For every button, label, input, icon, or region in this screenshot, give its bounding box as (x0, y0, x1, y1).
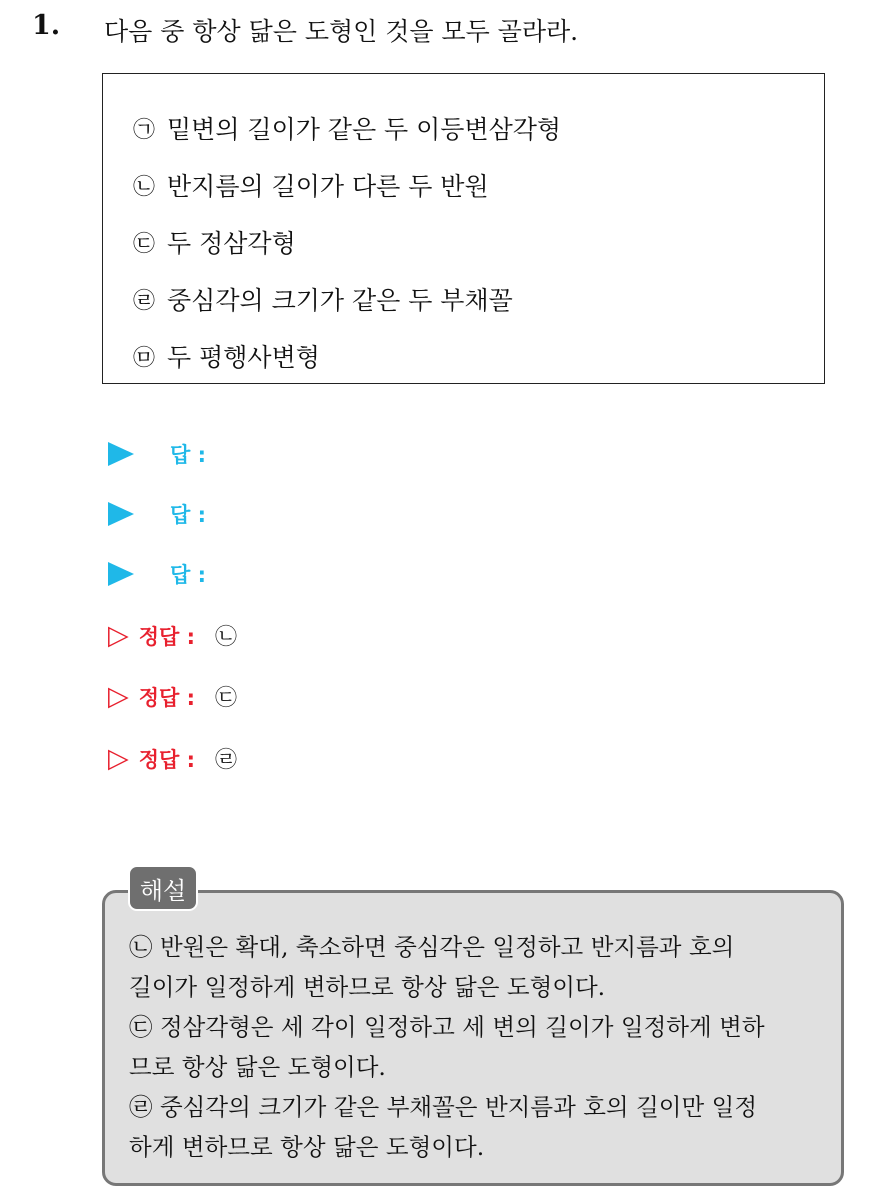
choice-4 (133, 281, 513, 317)
explanation-text (129, 927, 829, 1167)
correct-answer-value: ㉡ (215, 625, 238, 650)
correct-answer-row (108, 743, 237, 774)
triangle-outline-icon: ▷ (108, 681, 129, 712)
play-icon (108, 442, 134, 466)
choice-3 (133, 224, 296, 260)
choice-5 (133, 338, 320, 374)
choice-mark: ㉣ (133, 288, 156, 314)
answer-label: 답 : (170, 443, 206, 467)
choice-1 (133, 110, 561, 146)
explanation-line: 길이가 일정하게 변하므로 항상 닮은 도형이다. (129, 973, 606, 1001)
explanation-line: ㉣ 중심각의 크기가 같은 부채꼴은 반지름과 호의 길이만 일정 (129, 1093, 758, 1121)
answer-label: 답 : (170, 503, 206, 527)
explanation-line: ㉢ 정삼각형은 세 각이 일정하고 세 변의 길이가 일정하게 변하 (129, 1013, 765, 1041)
choice-mark: ㉤ (133, 345, 156, 371)
triangle-outline-icon: ▷ (108, 620, 129, 651)
choice-text: 반지름의 길이가 다른 두 반원 (167, 172, 489, 201)
choice-mark: ㉠ (133, 117, 156, 143)
play-icon (108, 502, 134, 526)
answer-blank-row (108, 439, 206, 469)
correct-answer-label: 정답 : (138, 624, 196, 649)
answer-label: 답 : (170, 563, 206, 587)
choices-box (102, 73, 825, 384)
explanation-tag: 해설 (128, 865, 198, 911)
explanation-line: 하게 변하므로 항상 닮은 도형이다. (129, 1133, 485, 1161)
choice-mark: ㉢ (133, 231, 156, 257)
explanation-box (102, 890, 844, 1186)
play-icon (108, 562, 134, 586)
choice-mark: ㉡ (133, 174, 156, 200)
question-number: 1. (32, 10, 61, 41)
explanation-line: ㉡ 반원은 확대, 축소하면 중심각은 일정하고 반지름과 호의 (129, 933, 735, 961)
correct-answer-value: ㉣ (215, 748, 238, 773)
answer-blank-row (108, 499, 206, 529)
choice-text: 두 평행사변형 (167, 343, 320, 372)
correct-answer-row (108, 620, 237, 651)
correct-answer-row (108, 681, 237, 712)
choice-2 (133, 167, 489, 203)
choice-text: 밑변의 길이가 같은 두 이등변삼각형 (167, 115, 562, 144)
correct-answer-label: 정답 : (138, 685, 196, 710)
question-text: 다음 중 항상 닮은 도형인 것을 모두 골라라. (104, 17, 579, 46)
correct-answer-label: 정답 : (138, 747, 196, 772)
choice-text: 두 정삼각형 (167, 229, 296, 258)
answer-blank-row (108, 559, 206, 589)
correct-answer-value: ㉢ (215, 686, 238, 711)
explanation-line: 므로 항상 닮은 도형이다. (129, 1053, 386, 1081)
choice-text: 중심각의 크기가 같은 두 부채꼴 (167, 286, 513, 315)
triangle-outline-icon: ▷ (108, 743, 129, 774)
